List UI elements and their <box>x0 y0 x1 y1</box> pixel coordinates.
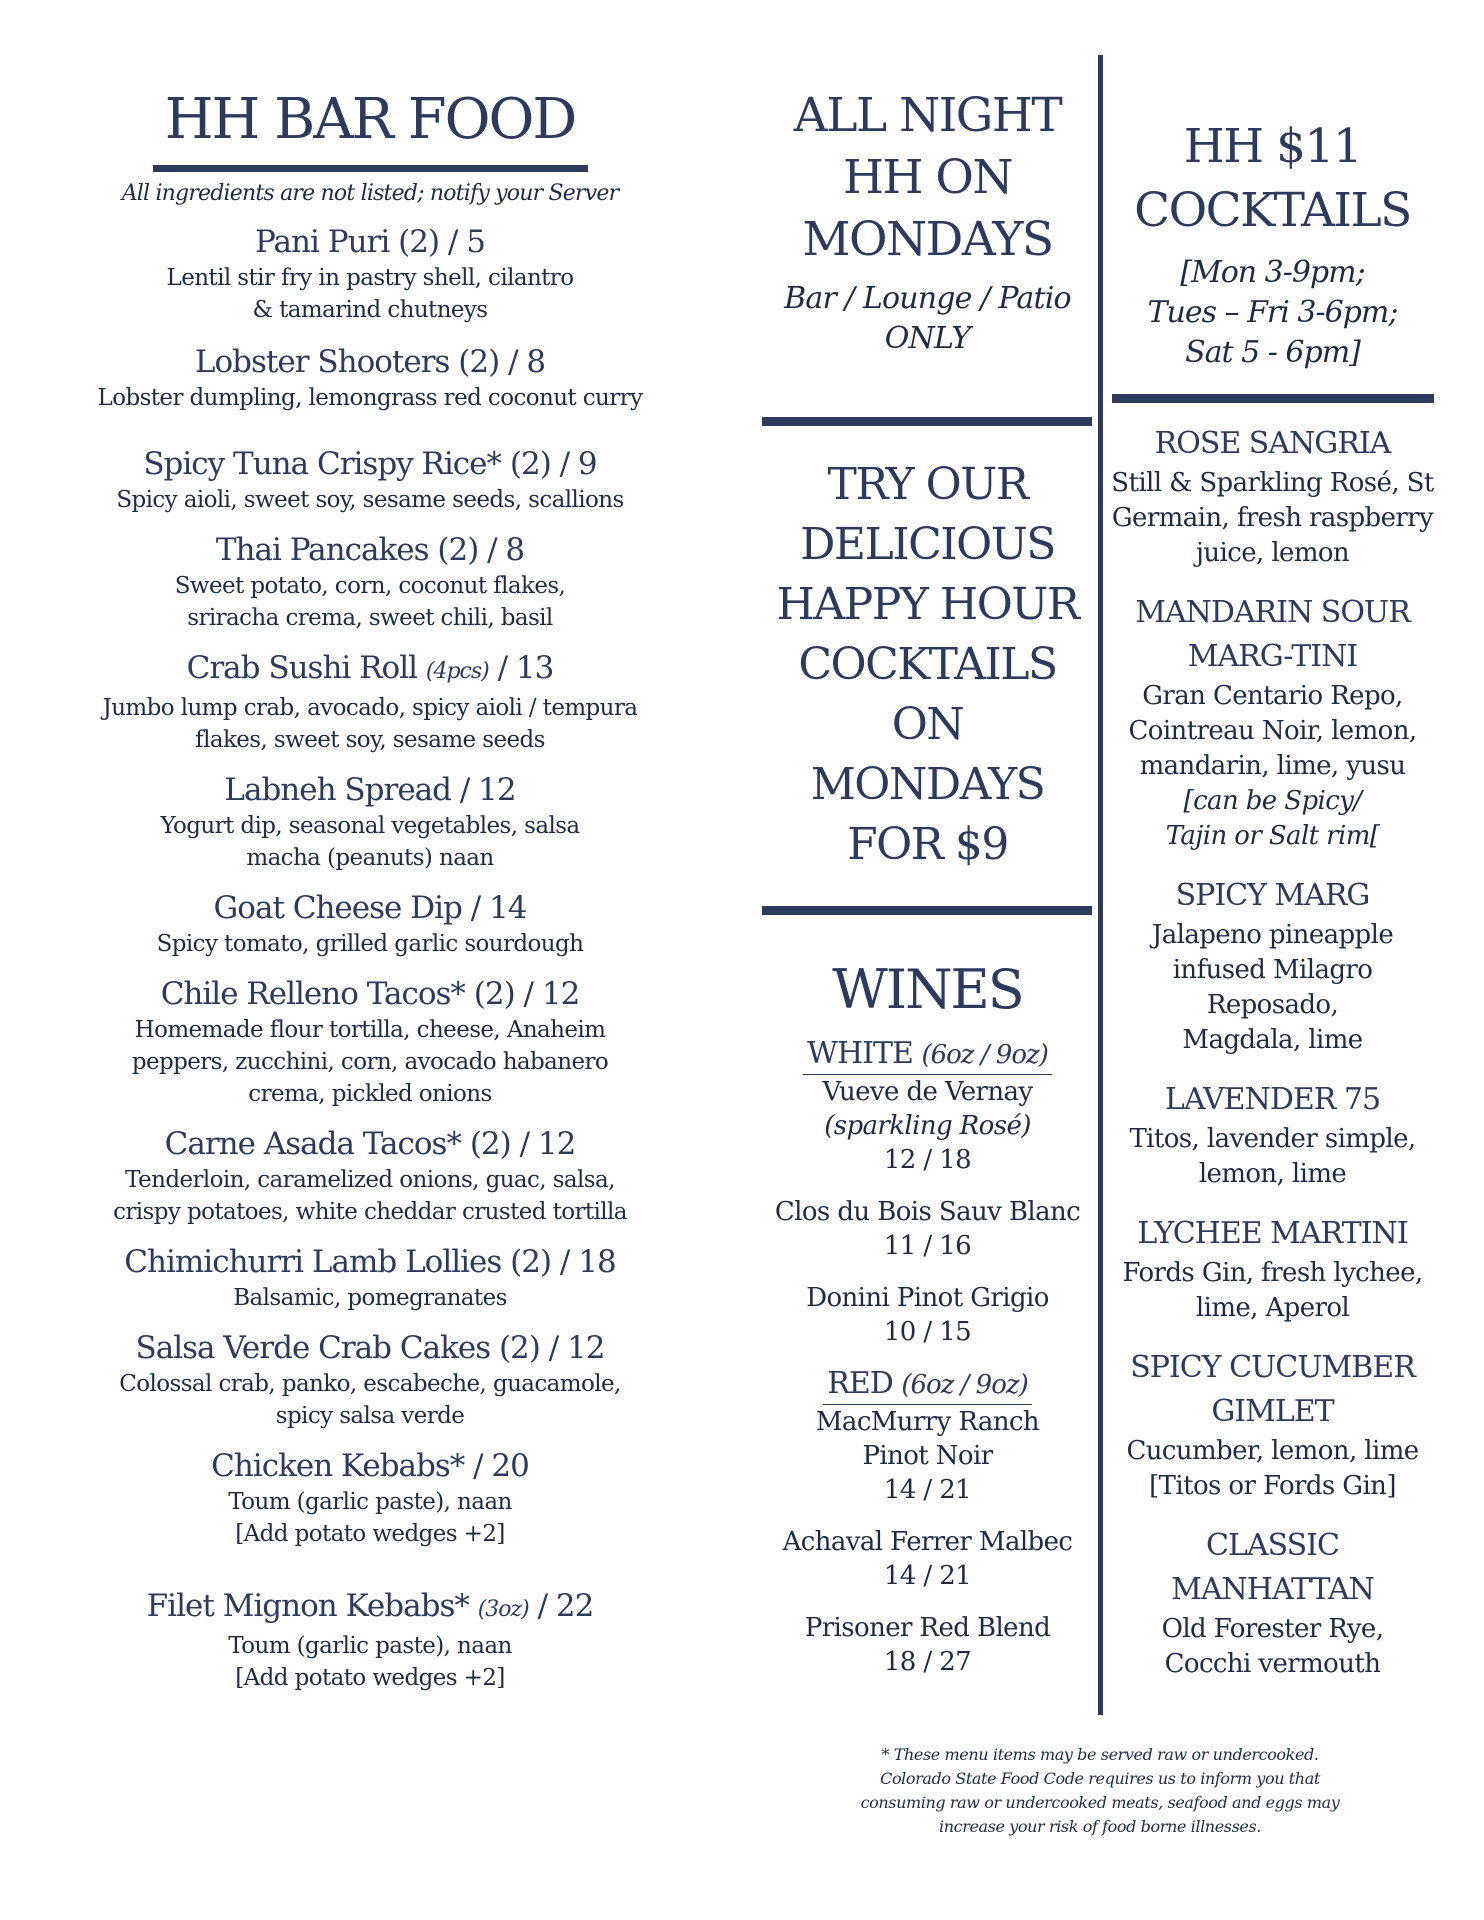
cocktail-name: LAVENDER 75 <box>1164 1082 1381 1117</box>
item-price: / 22 <box>528 1588 594 1624</box>
promo-line: ON <box>891 699 964 750</box>
cocktail-desc-line: mandarin, lime, yusu <box>1139 751 1406 781</box>
cocktail-note-line: Tajin or Salt rim[ <box>1165 821 1380 851</box>
cocktail-item <box>1110 1212 1435 1326</box>
wines-section <box>760 955 1095 1679</box>
item-desc-line: macha (peanuts) naan <box>246 845 494 871</box>
menu-item <box>90 1586 650 1694</box>
cocktail-desc-line: Old Forester Rye, <box>1161 1614 1384 1644</box>
monday-heading-line: ALL NIGHT <box>793 88 1062 143</box>
cocktail-name: ROSE SANGRIA <box>1154 426 1391 461</box>
menu-item <box>90 1328 650 1432</box>
item-name <box>90 1586 650 1630</box>
cocktails-title-line: HH $11 <box>1183 119 1362 174</box>
cocktail-name: SPICY MARG <box>1175 878 1370 913</box>
menu-item <box>90 1446 650 1550</box>
wine-name: Clos du Bois Sauv Blanc <box>774 1197 1081 1227</box>
item-name: Salsa Verde Crab Cakes (2) / 12 <box>135 1330 605 1366</box>
column-divider <box>1098 55 1103 1715</box>
item-name-part: Filet Mignon Kebabs* <box>146 1588 478 1624</box>
item-qty: (4pcs) <box>425 659 489 684</box>
item-qty: (3oz) <box>477 1597 529 1622</box>
monday-heading-line: HH ON <box>842 150 1013 205</box>
item-desc-line: Homemade flour tortilla, cheese, Anaheim <box>134 1017 606 1043</box>
red-size: (6oz / 9oz) <box>901 1370 1028 1400</box>
wine-item <box>760 1281 1095 1349</box>
menu-item <box>90 530 650 634</box>
item-desc-line: spicy salsa verde <box>275 1403 465 1429</box>
footnote-line: increase your risk of food borne illnesses. <box>939 1817 1261 1836</box>
cocktail-desc-line: lime, Aperol <box>1195 1293 1350 1323</box>
item-desc-line: crema, pickled onions <box>248 1081 492 1107</box>
cocktail-desc-line: Cointreau Noir, lemon, <box>1128 716 1417 746</box>
item-desc-line: Toum (garlic paste), naan <box>228 1489 512 1515</box>
red-label: RED <box>827 1366 893 1401</box>
item-desc-line: Jumbo lump crab, avocado, spicy aioli / tempura <box>102 695 638 721</box>
menu-item <box>90 222 650 326</box>
wine-name: Pinot Noir <box>862 1441 993 1471</box>
item-price: / 13 <box>488 650 554 686</box>
item-name: Thai Pancakes (2) / 8 <box>215 532 525 568</box>
cocktails-schedule-line: [Mon 3-9pm; <box>1180 255 1365 290</box>
white-size: (6oz / 9oz) <box>921 1040 1048 1070</box>
item-name: Chicken Kebabs* / 20 <box>211 1448 529 1484</box>
item-desc-line: crispy potatoes, white cheddar crusted tortilla <box>113 1199 627 1225</box>
menu-item <box>90 648 650 756</box>
cocktail-desc-line: lemon, lime <box>1198 1159 1347 1189</box>
item-desc-line: flakes, sweet soy, sesame seeds <box>195 727 545 753</box>
wine-item <box>760 1611 1095 1679</box>
title-divider <box>153 165 588 172</box>
menu-item <box>90 444 650 516</box>
cocktail-desc-line: Germain, fresh raspberry <box>1111 503 1434 533</box>
cocktail-item <box>1110 591 1435 854</box>
promo-line: MONDAYS <box>810 759 1045 810</box>
item-desc-line: Sweet potato, corn, coconut flakes, <box>174 573 566 599</box>
item-name: Spicy Tuna Crispy Rice* (2) / 9 <box>143 446 597 482</box>
item-desc-line: Spicy aioli, sweet soy, sesame seeds, scallions <box>116 487 624 513</box>
menu-item <box>90 342 650 414</box>
wines-title: WINES <box>832 958 1023 1021</box>
item-desc-line: Colossal crab, panko, escabeche, guacamole, <box>119 1371 621 1397</box>
food-safety-footnote <box>830 1743 1370 1839</box>
white-wine-heading <box>803 1035 1052 1075</box>
item-name-part: Crab Sushi Roll <box>186 650 426 686</box>
monday-heading-line: MONDAYS <box>802 212 1053 267</box>
cocktail-name: SPICY CUCUMBER <box>1130 1350 1415 1385</box>
cocktails-schedule-line: Sat 5 - 6pm] <box>1185 335 1360 370</box>
monday-sub-line: Bar / Lounge / Patio <box>784 281 1071 316</box>
bar-food-section <box>90 85 650 1694</box>
cocktail-desc-line: Still & Sparkling Rosé, St <box>1111 468 1434 498</box>
cocktail-name: LYCHEE MARTINI <box>1137 1216 1408 1251</box>
white-label: WHITE <box>807 1036 913 1071</box>
cocktail-desc-line: Jalapeno pineapple <box>1151 920 1394 950</box>
cocktails-list <box>1110 422 1435 1682</box>
wine-name: Donini Pinot Grigio <box>806 1283 1049 1313</box>
monday-sub-line: ONLY <box>884 321 971 356</box>
cocktail-name: GIMLET <box>1211 1394 1334 1429</box>
item-name: Chile Relleno Tacos* (2) / 12 <box>160 976 580 1012</box>
wine-price: 12 / 18 <box>883 1145 972 1175</box>
wine-price: 14 / 21 <box>883 1475 972 1505</box>
cocktails-title-line: COCKTAILS <box>1134 183 1411 238</box>
cocktail-desc-line: Gran Centario Repo, <box>1142 681 1403 711</box>
cocktail-desc-line: Titos, lavender simple, <box>1129 1124 1416 1154</box>
promo-line: HAPPY HOUR <box>776 579 1079 630</box>
item-desc-line: Toum (garlic paste), naan <box>228 1633 512 1659</box>
wine-price: 14 / 21 <box>883 1561 972 1591</box>
promo-line: TRY OUR <box>827 459 1028 510</box>
cocktail-desc-line: Magdala, lime <box>1182 1025 1363 1055</box>
promo-line: COCKTAILS <box>798 639 1057 690</box>
item-name: Carne Asada Tacos* (2) / 12 <box>164 1126 576 1162</box>
cocktails-schedule-line: Tues – Fri 3-6pm; <box>1147 295 1398 330</box>
wine-item <box>760 1525 1095 1593</box>
promo-line: DELICIOUS <box>800 519 1055 570</box>
item-desc-line: Tenderloin, caramelized onions, guac, salsa, <box>125 1167 615 1193</box>
footnote-line: * These menu items may be served raw or undercooked. <box>881 1745 1319 1764</box>
item-desc-line: Lobster dumpling, lemongrass red coconut curry <box>97 385 643 411</box>
item-desc-line: Lentil stir fry in pastry shell, cilantro <box>166 265 574 291</box>
menu-item <box>90 1242 650 1314</box>
cocktail-item <box>1110 422 1435 571</box>
item-desc-line: Balsamic, pomegranates <box>233 1285 507 1311</box>
cocktail-name: MANHATTAN <box>1171 1572 1374 1607</box>
item-name: Lobster Shooters (2) / 8 <box>194 344 546 380</box>
item-desc-line: sriracha crema, sweet chili, basil <box>187 605 553 631</box>
cocktails-divider <box>1112 394 1434 403</box>
item-name: Goat Cheese Dip / 14 <box>213 890 527 926</box>
menu-item <box>90 1124 650 1228</box>
cocktail-item <box>1110 1078 1435 1192</box>
item-name <box>90 648 650 692</box>
cocktail-desc-line: infused Milagro <box>1172 955 1373 985</box>
cocktail-note-line: [can be Spicy/ <box>1183 786 1362 816</box>
wine-item <box>760 1405 1095 1507</box>
cocktail-name: MARG-TINI <box>1187 639 1358 674</box>
item-name: Labneh Spread / 12 <box>224 772 516 808</box>
bar-food-title: HH BAR FOOD <box>164 87 576 152</box>
cocktail-desc-line: Fords Gin, fresh lychee, <box>1122 1258 1423 1288</box>
wine-price: 10 / 15 <box>883 1317 972 1347</box>
footnote-line: Colorado State Food Code requires us to inform you that <box>880 1769 1320 1788</box>
cocktail-desc-line: Cocchi vermouth <box>1164 1649 1381 1679</box>
item-name: Chimichurri Lamb Lollies (2) / 18 <box>124 1244 616 1280</box>
wine-note: (sparkling Rosé) <box>824 1111 1031 1141</box>
cocktail-note-line: [Titos or Fords Gin] <box>1149 1471 1396 1501</box>
monday-section <box>760 85 1095 361</box>
cocktail-item <box>1110 1524 1435 1682</box>
menu-item <box>90 974 650 1110</box>
item-name: Pani Puri (2) / 5 <box>255 224 485 260</box>
item-addon: [Add potato wedges +2] <box>235 1521 505 1547</box>
cocktails-header <box>1110 115 1435 373</box>
wine-name: Prisoner Red Blend <box>804 1613 1051 1643</box>
promo-line: FOR $9 <box>847 819 1008 870</box>
section-divider <box>762 906 1092 915</box>
allergen-note: All ingredients are not listed; notify your Server <box>121 181 619 206</box>
item-desc-line: Yogurt dip, seasonal vegetables, salsa <box>160 813 580 839</box>
wine-price: 11 / 16 <box>883 1231 972 1261</box>
cocktail-desc-line: juice, lemon <box>1195 538 1350 568</box>
wine-item <box>760 1075 1095 1177</box>
cocktail-desc-line: Reposado, <box>1206 990 1339 1020</box>
wine-name: Achaval Ferrer Malbec <box>782 1527 1073 1557</box>
item-desc-line: Spicy tomato, grilled garlic sourdough <box>156 931 584 957</box>
wine-price: 18 / 27 <box>883 1647 972 1677</box>
menu-item <box>90 770 650 874</box>
item-addon: [Add potato wedges +2] <box>235 1665 505 1691</box>
item-desc-line: peppers, zucchini, corn, avocado habanero <box>131 1049 609 1075</box>
item-desc-line: & tamarind chutneys <box>252 297 488 323</box>
footnote-line: consuming raw or undercooked meats, seafood and eggs may <box>860 1793 1340 1812</box>
wine-name: Vueve de Vernay <box>822 1077 1033 1107</box>
cocktail-name: CLASSIC <box>1206 1528 1339 1563</box>
section-divider <box>762 417 1092 426</box>
menu-item <box>90 888 650 960</box>
red-wine-heading <box>823 1365 1031 1405</box>
cocktail-item <box>1110 874 1435 1058</box>
wine-item <box>760 1195 1095 1263</box>
cocktail-desc-line: Cucumber, lemon, lime <box>1126 1436 1419 1466</box>
cocktail-item <box>1110 1346 1435 1504</box>
cocktail-name: MANDARIN SOUR <box>1135 595 1410 630</box>
wine-name: MacMurry Ranch <box>815 1407 1040 1437</box>
promo-section <box>760 455 1095 875</box>
